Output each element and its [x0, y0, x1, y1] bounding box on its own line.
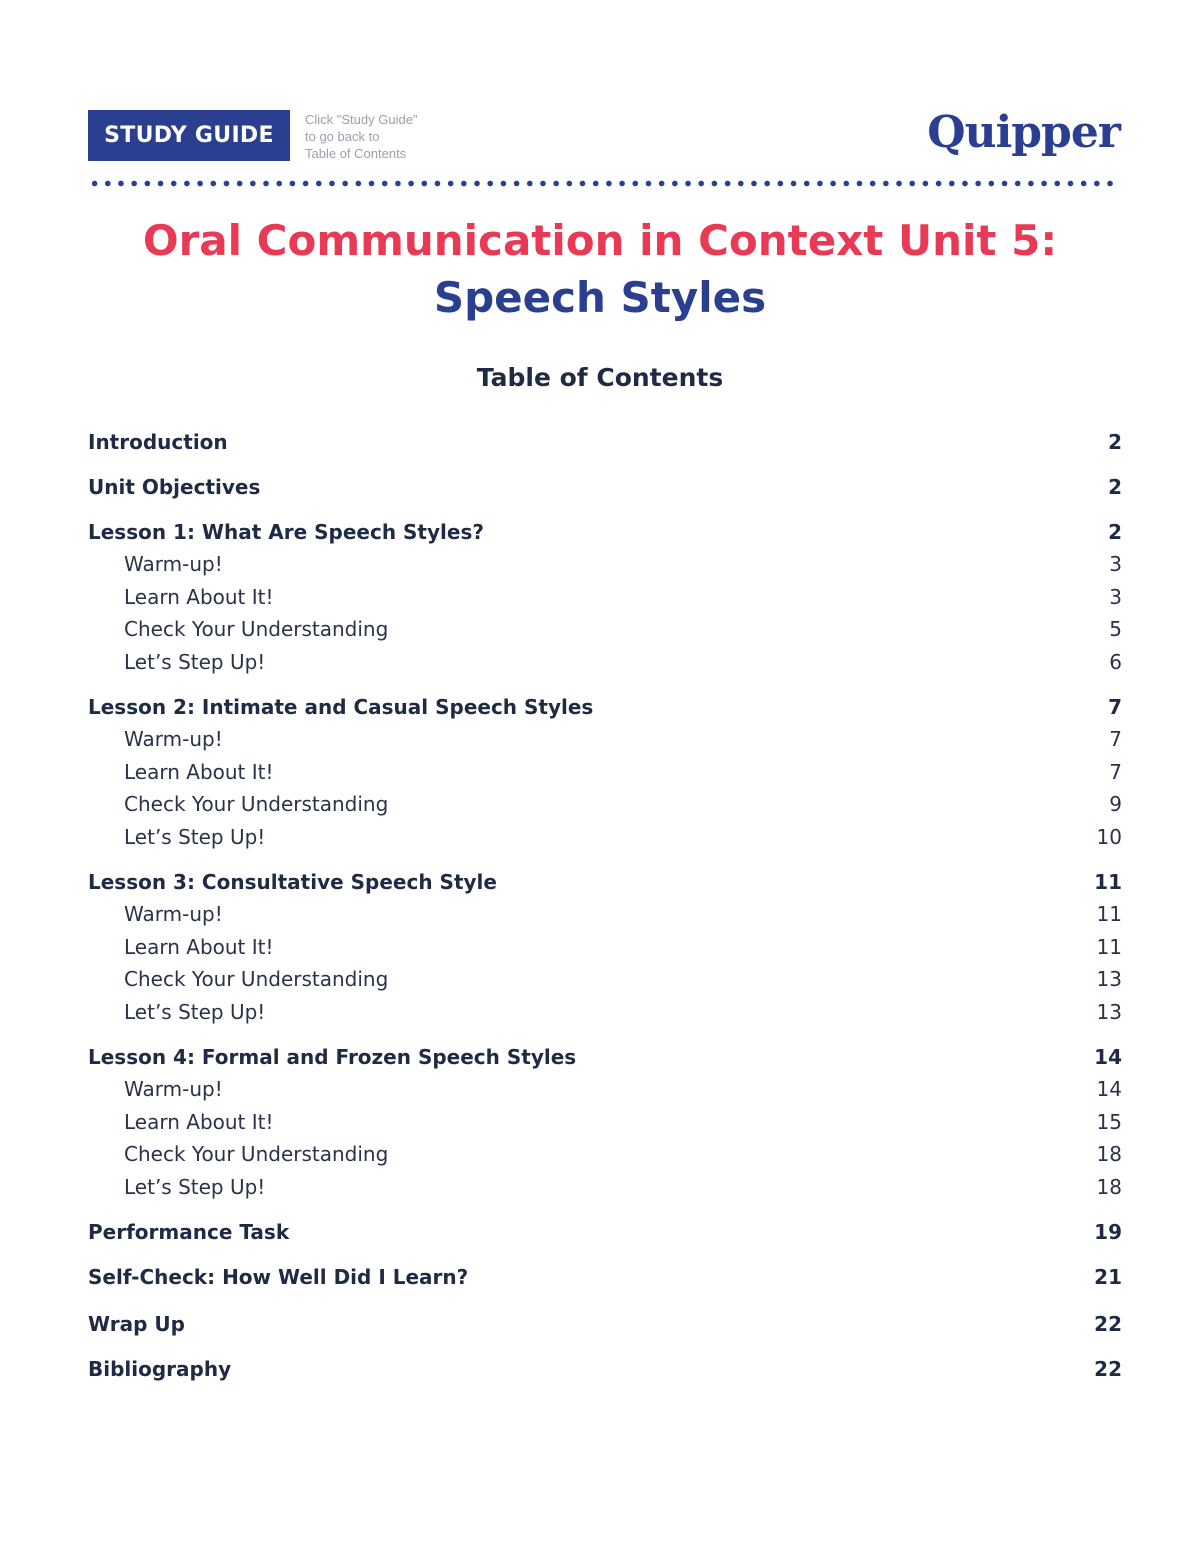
- toc-entry-label: Warm-up!: [124, 1077, 223, 1101]
- toc-subsection-link[interactable]: [88, 614, 1122, 644]
- toc-entry-page-number: 11: [1096, 902, 1122, 926]
- toc-entry-page-number: 18: [1096, 1175, 1122, 1199]
- toc-section-link[interactable]: [88, 427, 1122, 457]
- toc-subsection-link[interactable]: [88, 582, 1122, 612]
- toc-entry-page-number: 21: [1094, 1265, 1122, 1289]
- document-title: [0, 212, 1200, 326]
- toc-subsection-link[interactable]: [88, 964, 1122, 994]
- toc-section-link[interactable]: [88, 867, 1122, 897]
- hint-line: Table of Contents: [305, 146, 407, 161]
- toc-subsection-link[interactable]: [88, 647, 1122, 677]
- toc-entry-page-number: 7: [1108, 695, 1122, 719]
- toc-subsection-link[interactable]: [88, 1107, 1122, 1137]
- toc-subsection-link[interactable]: [88, 789, 1122, 819]
- toc-entry-page-number: 2: [1108, 430, 1122, 454]
- toc-entry-label: Let’s Step Up!: [124, 650, 266, 674]
- toc-section-link[interactable]: [88, 1309, 1122, 1339]
- toc-subsection-link[interactable]: [88, 899, 1122, 929]
- toc-entry-page-number: 3: [1109, 552, 1122, 576]
- toc-subsection-link[interactable]: [88, 757, 1122, 787]
- page-header: [88, 107, 1120, 162]
- toc-entry-label: Let’s Step Up!: [124, 825, 266, 849]
- toc-entry-label: Learn About It!: [124, 760, 274, 784]
- toc-subsection-link[interactable]: [88, 1139, 1122, 1169]
- study-guide-hint: [305, 111, 465, 162]
- toc-entry-page-number: 15: [1096, 1110, 1122, 1134]
- toc-subsection-link[interactable]: [88, 997, 1122, 1027]
- toc-entry-label: Warm-up!: [124, 902, 223, 926]
- toc-entry-page-number: 18: [1096, 1142, 1122, 1166]
- toc-entry-page-number: 14: [1094, 1045, 1122, 1069]
- toc-entry-page-number: 9: [1109, 792, 1122, 816]
- toc-entry-label: Check Your Understanding: [124, 1142, 389, 1166]
- toc-subsection-link[interactable]: [88, 549, 1122, 579]
- toc-section-link[interactable]: [88, 472, 1122, 502]
- title-line-1: Oral Communication in Context Unit 5:: [142, 216, 1058, 265]
- toc-section-link[interactable]: [88, 1354, 1122, 1384]
- toc-heading: Table of Contents: [476, 363, 724, 392]
- toc-entry-label: Check Your Understanding: [124, 617, 389, 641]
- toc-entry-page-number: 19: [1094, 1220, 1122, 1244]
- toc-entry-page-number: 11: [1096, 935, 1122, 959]
- toc-entry-page-number: 11: [1094, 870, 1122, 894]
- toc-entry-label: Self-Check: How Well Did I Learn?: [88, 1265, 469, 1289]
- toc-entry-label: Performance Task: [88, 1220, 290, 1244]
- toc-section-link[interactable]: [88, 1262, 1122, 1292]
- toc-entry-label: Unit Objectives: [88, 475, 261, 499]
- toc-entry-label: Bibliography: [88, 1357, 232, 1381]
- dotted-divider: [88, 180, 1120, 187]
- toc-entry-page-number: 3: [1109, 585, 1122, 609]
- toc-entry-label: Learn About It!: [124, 935, 274, 959]
- study-guide-button[interactable]: STUDY GUIDE: [88, 110, 290, 161]
- toc-subsection-link[interactable]: [88, 822, 1122, 852]
- toc-entry-page-number: 13: [1096, 1000, 1122, 1024]
- toc-entry-label: Wrap Up: [88, 1312, 185, 1336]
- toc-entry-page-number: 7: [1109, 727, 1122, 751]
- toc-entry-label: Lesson 1: What Are Speech Styles?: [88, 520, 484, 544]
- toc-entry-page-number: 7: [1109, 760, 1122, 784]
- toc-entry-label: Lesson 3: Consultative Speech Style: [88, 870, 497, 894]
- hint-line: Click "Study Guide": [305, 112, 418, 127]
- toc-entry-page-number: 6: [1109, 650, 1122, 674]
- toc-entry-page-number: 14: [1096, 1077, 1122, 1101]
- toc-entry-label: Let’s Step Up!: [124, 1000, 266, 1024]
- title-line-2: Speech Styles: [433, 273, 767, 322]
- toc-entry-label: Check Your Understanding: [124, 967, 389, 991]
- toc-entry-page-number: 22: [1094, 1312, 1122, 1336]
- toc-subsection-link[interactable]: [88, 724, 1122, 754]
- hint-line: to go back to: [305, 129, 380, 144]
- toc-entry-label: Warm-up!: [124, 727, 223, 751]
- toc-entry-page-number: 10: [1096, 825, 1122, 849]
- toc-entry-label: Learn About It!: [124, 1110, 274, 1134]
- toc-entry-page-number: 5: [1109, 617, 1122, 641]
- toc-section-link[interactable]: [88, 1042, 1122, 1072]
- toc-section-link[interactable]: [88, 692, 1122, 722]
- toc-entry-page-number: 13: [1096, 967, 1122, 991]
- toc-subsection-link[interactable]: [88, 932, 1122, 962]
- toc-entry-label: Let’s Step Up!: [124, 1175, 266, 1199]
- toc-subsection-link[interactable]: [88, 1172, 1122, 1202]
- toc-entry-label: Introduction: [88, 430, 228, 454]
- toc-entry-label: Warm-up!: [124, 552, 223, 576]
- toc-entry-label: Lesson 2: Intimate and Casual Speech Styles: [88, 695, 594, 719]
- toc-entry-label: Learn About It!: [124, 585, 274, 609]
- toc-section-link[interactable]: [88, 517, 1122, 547]
- toc-entry-label: Check Your Understanding: [124, 792, 389, 816]
- toc-entry-label: Lesson 4: Formal and Frozen Speech Styles: [88, 1045, 577, 1069]
- toc-entry-page-number: 22: [1094, 1357, 1122, 1381]
- toc-entry-page-number: 2: [1108, 520, 1122, 544]
- toc-subsection-link[interactable]: [88, 1074, 1122, 1104]
- quipper-logo: Quipper: [927, 107, 1120, 158]
- toc-entry-page-number: 2: [1108, 475, 1122, 499]
- toc-section-link[interactable]: [88, 1217, 1122, 1247]
